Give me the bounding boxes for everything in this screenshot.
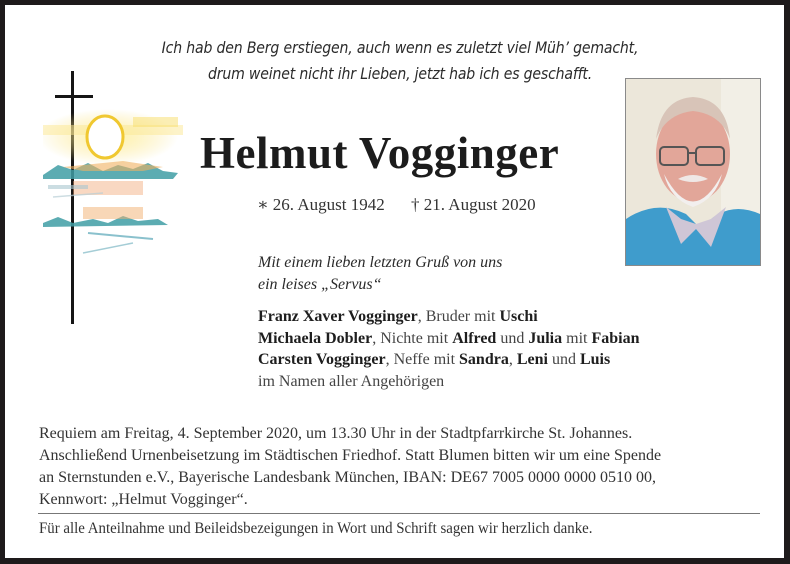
mourner-name: Fabian [591, 329, 640, 347]
info-line-3: an Sternstunden e.V., Bayerische Landesbank München, IBAN: DE67 7005 0000 0000 0510 00, [39, 469, 656, 486]
greeting-line-1: Mit einem lieben letzten Gruß von uns [258, 254, 503, 271]
info-line-4: Kennwort: „Helmut Vogginger“. [39, 491, 248, 508]
life-dates [257, 195, 558, 215]
relation-text: , Nichte mit [372, 329, 453, 347]
cross-icon-bar [55, 95, 93, 98]
birth-date: ∗ 26. August 1942 [257, 195, 385, 214]
portrait-photo [625, 78, 761, 266]
relation-text: und [547, 351, 580, 368]
quote-line-2: drum weinet nicht ihr Lieben, jetzt hab ich es geschafft. [207, 64, 593, 83]
obituary-page [5, 5, 784, 558]
mourner-line [258, 306, 639, 328]
relation-text: , Bruder mit [417, 308, 500, 325]
sunset-landscape-illustration [43, 105, 183, 255]
quote-line-1: Ich hab den Berg erstiegen, auch wenn es zuletzt viel Müh’ gemacht, [161, 38, 639, 57]
portrait-photo-image [626, 79, 760, 265]
thanks-note: Für alle Anteilnahme und Beileidsbezeigungen in Wort und Schrift sagen wir herzlich danke. [39, 520, 593, 537]
greeting-line-2: ein leises „Servus“ [258, 276, 382, 293]
divider [38, 513, 760, 514]
mourner-name: Uschi [499, 308, 538, 325]
farewell-greeting [258, 252, 502, 296]
mourner-name: Leni [516, 351, 548, 368]
mourner-name: Alfred [452, 329, 497, 347]
info-line-2: Anschließend Urnenbeisetzung im Städtischen Friedhof. Statt Blumen bitten wir um eine Spende [39, 447, 662, 464]
mourner-name: Franz Xaver Vogginger [258, 308, 418, 325]
mourner-name: Carsten Vogginger [258, 351, 386, 368]
info-line-1: Requiem am Freitag, 4. September 2020, um 13.30 Uhr in der Stadtpfarrkirche St. Johannes. [39, 425, 633, 442]
mourner-name: Sandra [459, 351, 509, 368]
deceased-name: Helmut Vogginger [200, 128, 560, 178]
mourner-line [258, 328, 639, 350]
relation-text: , Neffe mit [385, 351, 460, 368]
mourner-line [258, 371, 639, 393]
funeral-info [39, 423, 661, 511]
relation-text: mit [562, 329, 592, 347]
relation-text: und [496, 329, 529, 347]
mourner-name: Michaela Dobler [258, 329, 373, 347]
mourners-list [258, 306, 639, 392]
mourner-line [258, 349, 639, 371]
relation-text: , [508, 351, 517, 368]
relation-text: im Namen aller Angehörigen [258, 372, 445, 390]
mourner-name: Luis [579, 351, 611, 368]
death-date: † 21. August 2020 [410, 195, 536, 214]
mourner-name: Julia [528, 329, 563, 347]
